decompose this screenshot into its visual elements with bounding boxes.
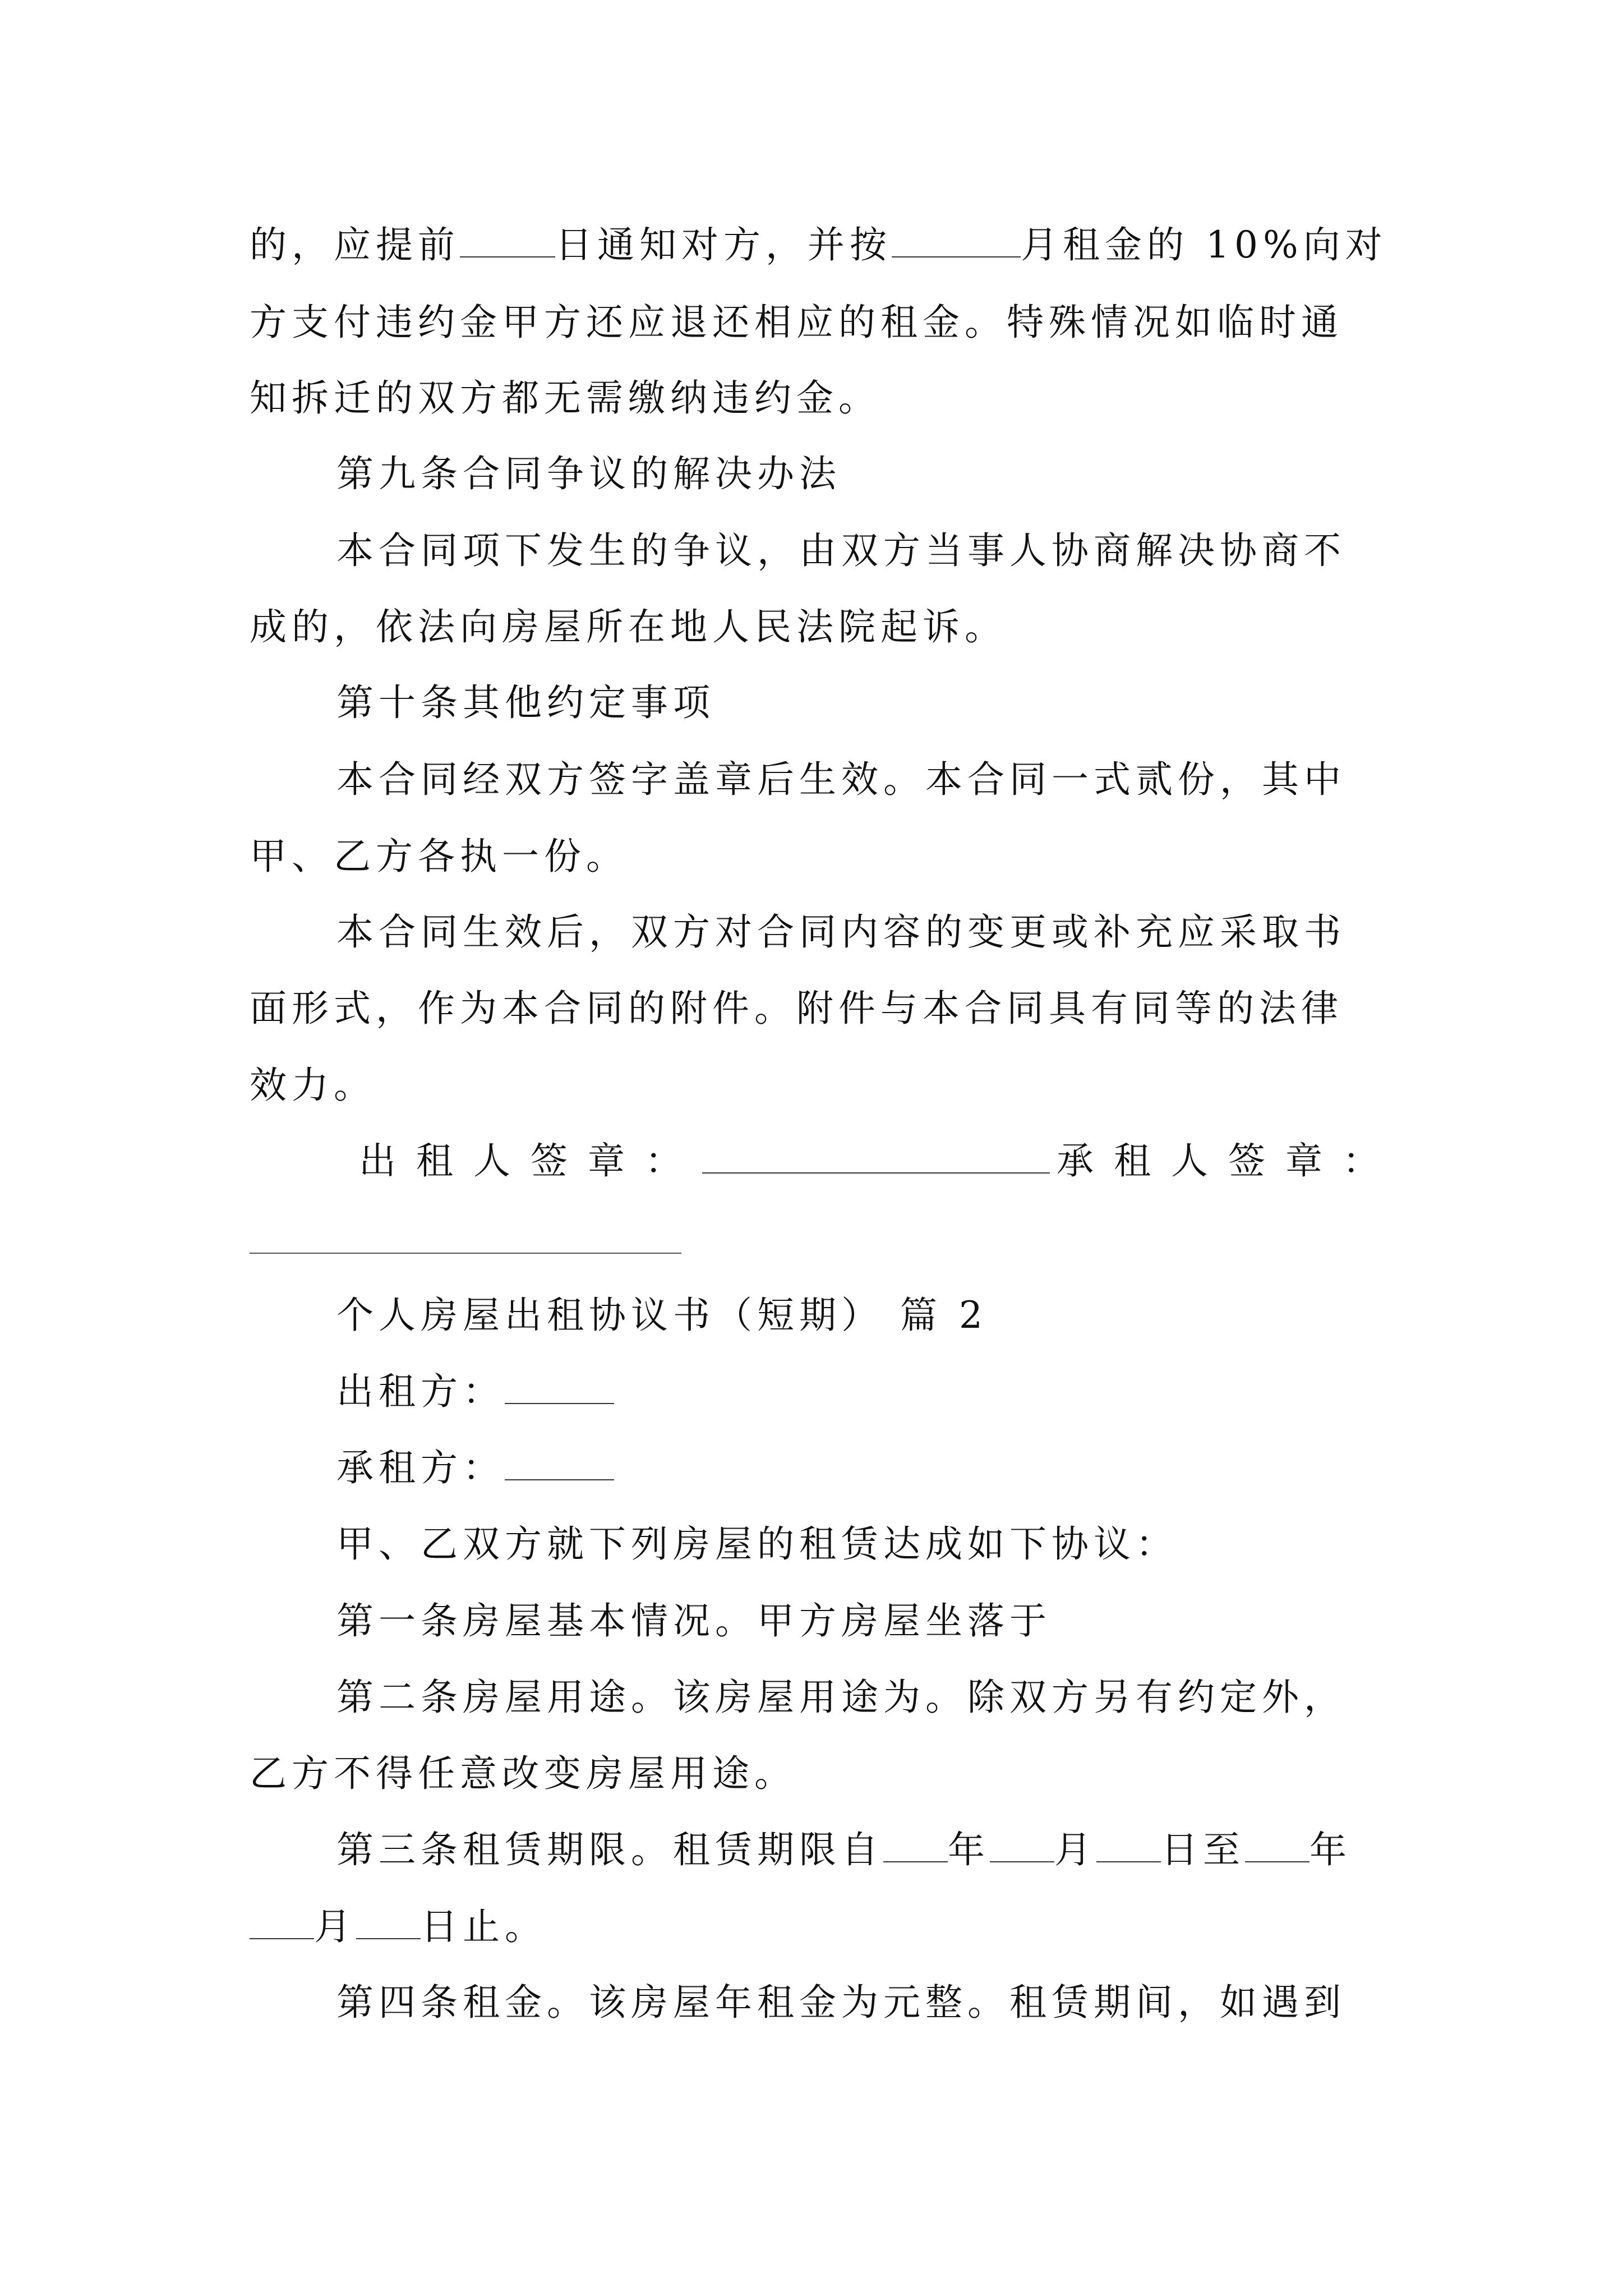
paragraph-line: 甲、乙方各执一份。 bbox=[250, 835, 628, 878]
paragraph-line: 成的，依法向房屋所在地人民法院起诉。 bbox=[250, 605, 1007, 648]
paragraph-line: 乙方不得任意改变房屋用途。 bbox=[250, 1752, 796, 1795]
article-heading: 第十条其他约定事项 bbox=[336, 681, 715, 724]
text-fragment: 年 bbox=[948, 1828, 990, 1871]
fill-blank bbox=[250, 1907, 314, 1939]
paragraph-line: 第四条租金。该房屋年租金为元整。租赁期间，如遇到 bbox=[336, 1981, 1346, 2024]
fill-blank bbox=[460, 225, 555, 257]
lessee-blank bbox=[505, 1448, 614, 1480]
text-fragment: 月 bbox=[314, 1905, 356, 1948]
paragraph-line: 本合同项下发生的争议，由双方当事人协商解决协商不 bbox=[336, 529, 1346, 572]
paragraph-line: 甲、乙双方就下列房屋的租赁达成如下协议： bbox=[336, 1522, 1178, 1566]
paragraph-line: 本合同经双方签字盖章后生效。本合同一式贰份，其中 bbox=[336, 758, 1346, 801]
lessor-label: 出租方： bbox=[336, 1370, 505, 1413]
fill-blank bbox=[356, 1907, 421, 1939]
fill-blank bbox=[1245, 1830, 1310, 1862]
lessee-signature-blank bbox=[250, 1253, 681, 1254]
lessee-signature-label: 承租人签章： bbox=[1057, 1139, 1400, 1182]
fill-blank bbox=[892, 225, 1021, 257]
signature-line bbox=[359, 1136, 1400, 1186]
lessor-signature-blank bbox=[702, 1141, 1050, 1174]
text-fragment: 的，应提前 bbox=[250, 223, 460, 266]
paragraph-line: 第一条房屋基本情况。甲方房屋坐落于 bbox=[336, 1599, 1052, 1642]
text-fragment: 日通知对方，并按 bbox=[555, 223, 892, 266]
section-title: 个人房屋出租协议书（短期） 篇 2 bbox=[336, 1294, 988, 1337]
paragraph-line: 方支付违约金甲方还应退还相应的租金。特殊情况如临时通 bbox=[250, 301, 1343, 344]
text-fragment: 第三条租赁期限。租赁期限自 bbox=[336, 1828, 883, 1871]
paragraph-line bbox=[336, 1825, 1352, 1875]
lessor-blank bbox=[505, 1372, 614, 1404]
fill-blank bbox=[883, 1830, 948, 1862]
lessee-field bbox=[336, 1443, 614, 1493]
paragraph-line: 本合同生效后，双方对合同内容的变更或补充应采取书 bbox=[336, 910, 1346, 954]
lessee-label: 承租方： bbox=[336, 1446, 505, 1489]
text-fragment: 月租金的 10%向对 bbox=[1021, 223, 1387, 266]
text-fragment: 日至 bbox=[1161, 1828, 1245, 1871]
paragraph-line: 知拆迁的双方都无需缴纳违约金。 bbox=[250, 376, 880, 420]
lessor-signature-label: 出租人签章： bbox=[359, 1139, 702, 1182]
paragraph-line bbox=[250, 220, 1387, 270]
fill-blank bbox=[1096, 1830, 1161, 1862]
article-heading: 第九条合同争议的解决办法 bbox=[336, 452, 841, 495]
lessor-field bbox=[336, 1366, 614, 1417]
paragraph-line: 面形式，作为本合同的附件。附件与本合同具有同等的法律 bbox=[250, 987, 1343, 1030]
text-fragment: 日止。 bbox=[421, 1905, 547, 1948]
paragraph-line: 第二条房屋用途。该房屋用途为。除双方另有约定外， bbox=[336, 1676, 1346, 1719]
text-fragment: 年 bbox=[1310, 1828, 1352, 1871]
text-fragment: 月 bbox=[1054, 1828, 1096, 1871]
fill-blank bbox=[990, 1830, 1054, 1862]
paragraph-line: 效力。 bbox=[250, 1064, 376, 1107]
paragraph-line bbox=[250, 1902, 547, 1952]
